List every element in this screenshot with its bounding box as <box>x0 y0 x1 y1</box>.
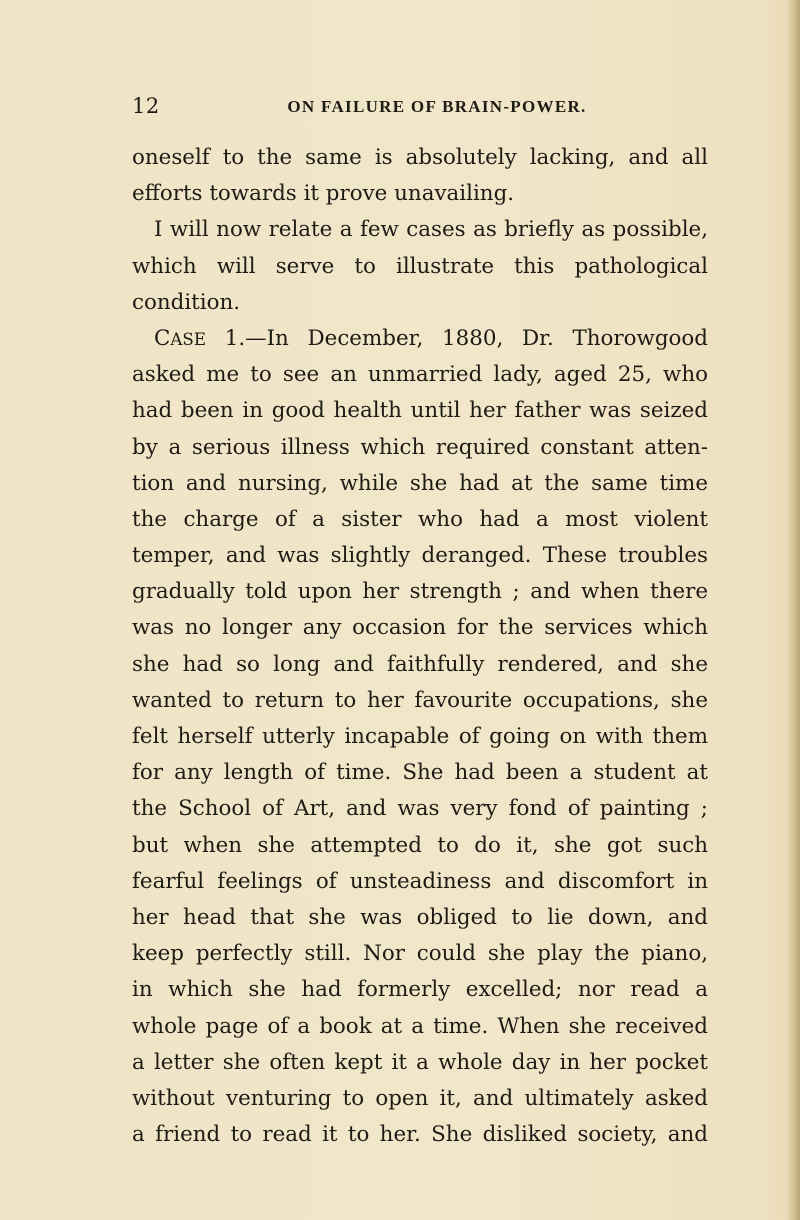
text-line: condition. <box>132 289 241 315</box>
text-line: I will now relate a few cases as briefly as possible, <box>154 217 708 243</box>
text-line: without venturing to open it, and ultimately asked <box>132 1085 708 1111</box>
text-line: wanted to return to her favourite occupations, she <box>132 687 708 713</box>
text-line: asked me to see an unmarried lady, aged 25, who <box>132 362 708 388</box>
page-header <box>132 94 732 124</box>
text-line: had been in good health until her father was seized <box>132 398 708 424</box>
text-line: for any length of time. She had been a student at <box>132 760 708 786</box>
text-line: felt herself utterly incapable of going on with them <box>132 724 708 749</box>
text-line: the charge of a sister who had a most violent <box>132 506 708 532</box>
text-line: fearful feelings of unsteadiness and discomfort in <box>132 868 708 894</box>
text-line: she had so long and faithfully rendered, and she <box>132 651 708 677</box>
text-line: tion and nursing, while she had at the same time <box>132 470 708 496</box>
body-text <box>132 140 708 1153</box>
text-line: a friend to read it to her. She disliked society, and <box>132 1122 708 1148</box>
text-line: but when she attempted to do it, she got such <box>132 832 708 858</box>
text-line: efforts towards it prove unavailing. <box>132 181 515 207</box>
text-line: temper, and was slightly deranged. These troubles <box>132 543 708 569</box>
text-line: oneself to the same is absolutely lacking, and all <box>132 145 708 170</box>
text-line: the School of Art, and was very fond of painting ; <box>132 796 708 822</box>
text-line: in which she had formerly excelled; nor read a <box>132 977 708 1003</box>
text-line: which will serve to illustrate this pathological <box>132 253 708 279</box>
text-line: keep perfectly still. Nor could she play the piano, <box>132 941 708 967</box>
page-number: 12 <box>132 94 160 118</box>
page-edge-shadow <box>786 0 800 1220</box>
text-line: by a serious illness which required constant atten- <box>132 434 708 460</box>
text-line: CASE 1.—In December, 1880, Dr. Thorowgood <box>154 325 708 351</box>
text-line: whole page of a book at a time. When she received <box>132 1013 708 1039</box>
text-line: her head that she was obliged to lie down, and <box>132 904 708 930</box>
text-line: gradually told upon her strength ; and when there <box>132 579 708 605</box>
text-line: a letter she often kept it a whole day in her pocket <box>132 1049 708 1075</box>
running-head: ON FAILURE OF BRAIN-POWER. <box>287 97 587 116</box>
text-line: was no longer any occasion for the services which <box>132 615 708 641</box>
